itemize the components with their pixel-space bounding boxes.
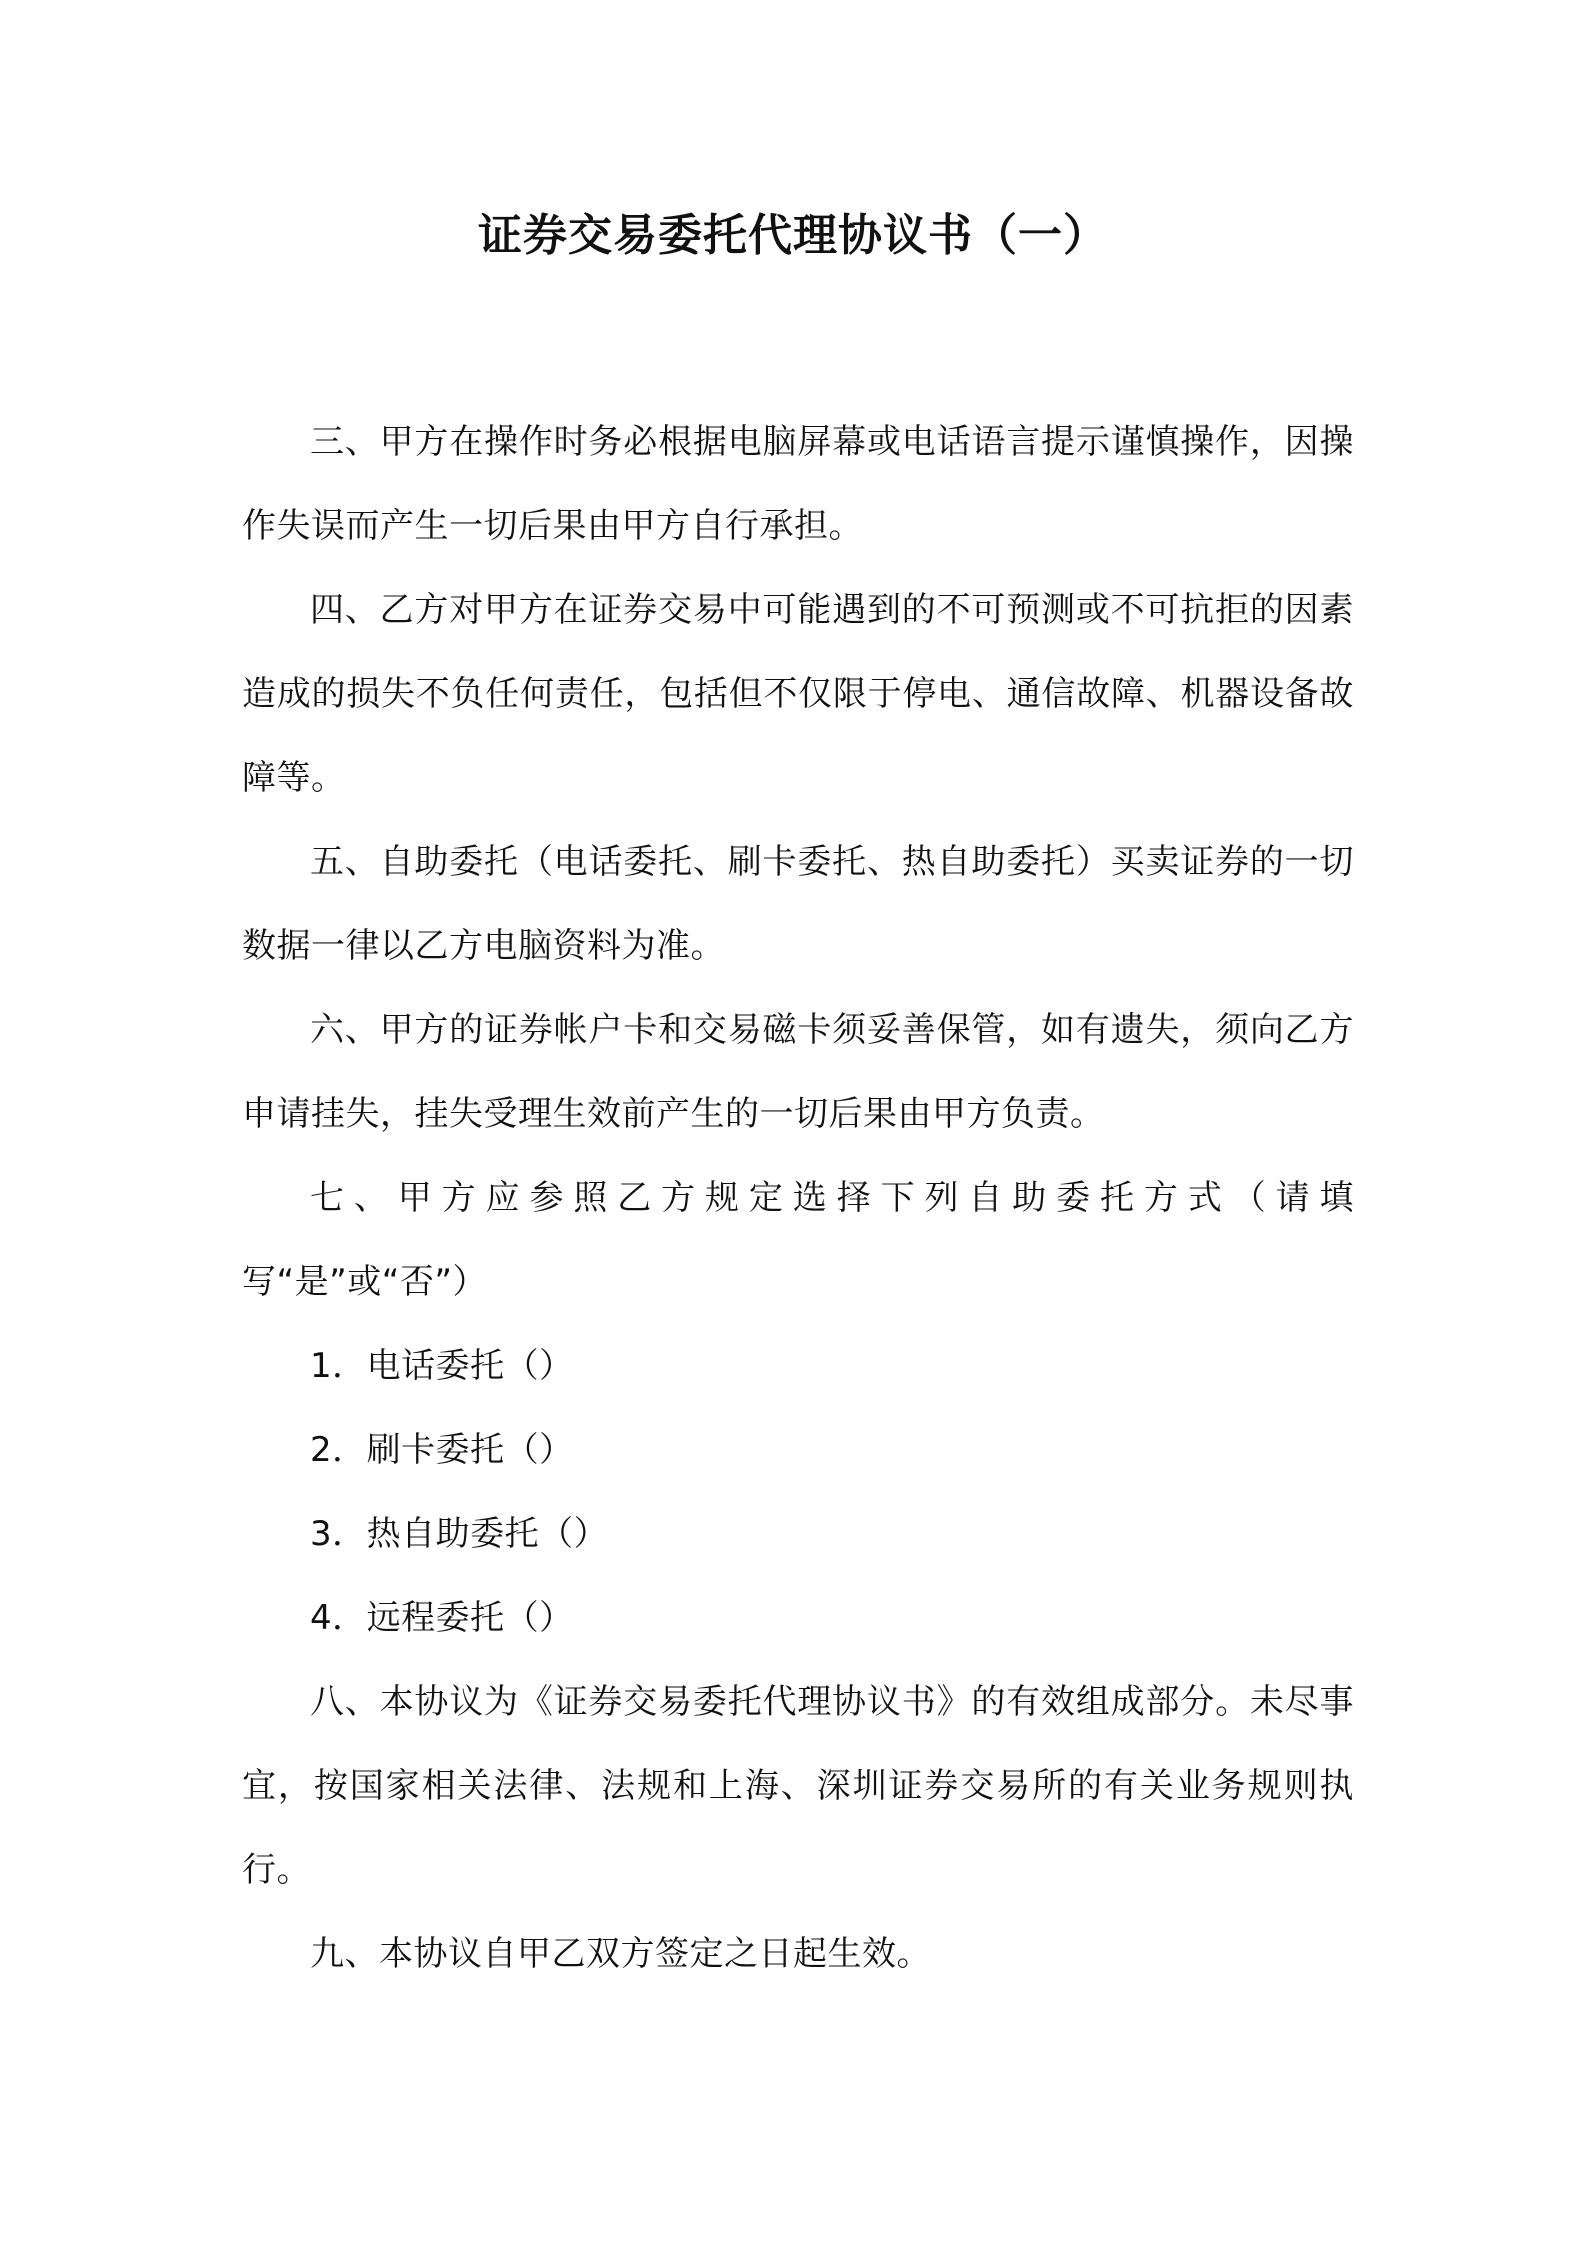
clause-5: 五、自助委托（电话委托、刷卡委托、热自助委托）买卖证券的一切数据一律以乙方电脑资料为准。 xyxy=(242,842,1354,966)
clause-9: 九、本协议自甲乙双方签定之日起生效。 xyxy=(310,1934,931,1974)
clause-6: 六、甲方的证券帐户卡和交易磁卡须妥善保管，如有遗失，须向乙方申请挂失，挂失受理生效前产生的一切后果由甲方负责。 xyxy=(242,1010,1354,1134)
document-title: 证券交易委托代理协议书（一） xyxy=(478,210,1108,261)
option-phone: 1．电话委托（） xyxy=(310,1346,574,1386)
clause-7: 七、甲方应参照乙方规定选择下列自助委托方式（请填写“是”或“否”） xyxy=(242,1178,1354,1302)
option-card: 2．刷卡委托（） xyxy=(310,1430,574,1470)
option-remote: 4．远程委托（） xyxy=(310,1598,574,1638)
clause-8: 八、本协议为《证券交易委托代理协议书》的有效组成部分。未尽事宜，按国家相关法律、法规和上海、深圳证券交易所的有关业务规则执行。 xyxy=(242,1682,1354,1890)
clause-4: 四、乙方对甲方在证券交易中可能遇到的不可预测或不可抗拒的因素造成的损失不负任何责任，包括但不仅限于停电、通信故障、机器设备故障等。 xyxy=(242,590,1354,798)
option-self-service: 3．热自助委托（） xyxy=(310,1514,609,1554)
document-body xyxy=(242,400,1354,1996)
clause-3: 三、甲方在操作时务必根据电脑屏幕或电话语言提示谨慎操作，因操作失误而产生一切后果由甲方自行承担。 xyxy=(242,422,1354,546)
